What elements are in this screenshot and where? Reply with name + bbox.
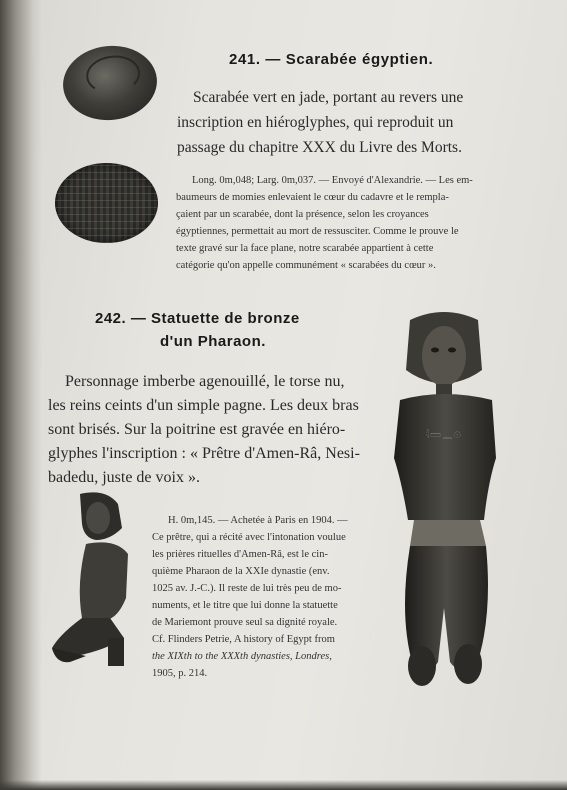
entry-241-note-line-4: égyptiennes, permettait au mort de ressusciter. Comme le prouve le xyxy=(176,226,459,237)
entry-242-note-line-10: 1905, p. 214. xyxy=(152,668,208,679)
entry-242-note-line-5: 1025 av. J.-C.). Il reste de lui très peu de mo- xyxy=(152,583,342,594)
entry-242-note-line-6: numents, et le titre que lui donne la statuette xyxy=(152,600,338,611)
entry-241-note-line-5: texte gravé sur la face plane, notre scarabée appartient à cette xyxy=(176,243,434,254)
entry-241-note-line-2: baumeurs de momies enlevaient le cœur du cadavre et le rempla- xyxy=(176,192,449,203)
entry-241-lead-line-1: Scarabée vert en jade, portant au revers une xyxy=(193,89,464,106)
page-bottom-edge xyxy=(0,780,567,790)
entry-241-note-line-1: Long. 0m,048; Larg. 0m,037. — Envoyé d'Alexandrie. — Les em- xyxy=(192,175,473,186)
entry-242-note-line-7: de Mariemont prouve seul sa dignité royale. xyxy=(152,617,338,628)
scarab-underside-photo xyxy=(55,163,158,243)
entry-242-note-line-1: H. 0m,145. — Achetée à Paris en 1904. — xyxy=(168,515,348,526)
entry-241-heading: 241. — Scarabée égyptien. xyxy=(229,51,434,68)
entry-242-note-line-4: quième Pharaon de la XXIe dynastie (env. xyxy=(152,566,330,577)
entry-242-lead-line-4: glyphes l'inscription : « Prêtre d'Amen-Râ, Nesi- xyxy=(48,445,360,462)
entry-242-note-line-2: Ce prêtre, qui a récité avec l'intonation voulue xyxy=(152,532,346,543)
pharaoh-statuette-front-photo xyxy=(388,308,506,692)
entry-241-lead-line-3: passage du chapitre XXX du Livre des Morts. xyxy=(177,139,462,156)
entry-242-note-line-3: les prières rituelles d'Amen-Râ, est le cin- xyxy=(152,549,328,560)
entry-242-note-line-9: the XIXth to the XXXth dynasties, Londres, xyxy=(152,651,332,662)
entry-241-note-line-3: çaient par un scarabée, dont la présence, selon les croyances xyxy=(176,209,429,220)
entry-242-lead-line-2: les reins ceints d'un simple pagne. Les deux bras xyxy=(48,397,359,414)
entry-241-lead-line-2: inscription en hiéroglyphes, qui reproduit un xyxy=(177,114,454,131)
entry-242-heading-line-2: d'un Pharaon. xyxy=(160,333,266,350)
entry-242-lead-line-1: Personnage imberbe agenouillé, le torse nu, xyxy=(65,373,345,390)
scarab-top-view-photo xyxy=(59,41,160,124)
entry-242-lead-line-5: badedu, juste de voix ». xyxy=(48,469,200,486)
svg-text:𓇋𓏠𓈖𓇳: 𓇋𓏠𓈖𓇳 xyxy=(426,431,462,441)
pharaoh-statuette-side-photo xyxy=(46,488,132,672)
entry-242-note-line-8: Cf. Flinders Petrie, A history of Egypt from xyxy=(152,634,335,645)
spine-shadow xyxy=(0,0,42,790)
entry-242-lead-line-3: sont brisés. Sur la poitrine est gravée en hiéro- xyxy=(48,421,346,438)
entry-241-note-line-6: catégorie qu'on appelle communément « scarabées du cœur ». xyxy=(176,260,436,271)
entry-242-heading-line-1: 242. — Statuette de bronze xyxy=(95,310,300,327)
